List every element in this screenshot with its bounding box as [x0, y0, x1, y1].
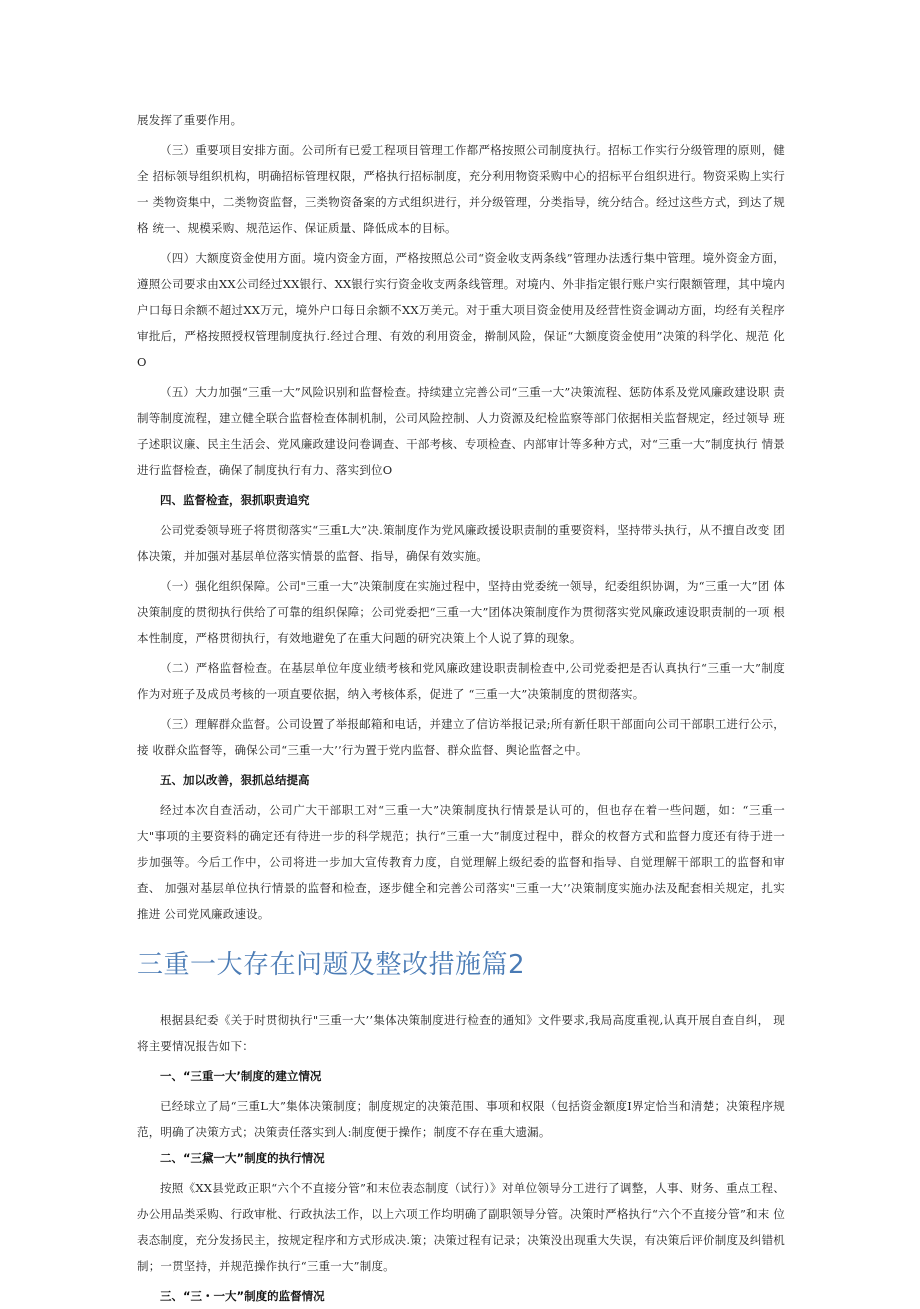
paragraph: 已经球立了局“三重L大”集体决策制度；制度规定的决策范围、事项和权限（包括资金额度I界定恰当和清楚；决策程序规 范，明确了决策方式；决策责任落实到人:制度便于操作；制度不存在重大遗漏。 [137, 1099, 785, 1139]
paragraph: 展发挥了重要作用。 [137, 113, 243, 127]
paragraph: （三）重要项目安排方面。公司所有已爱工程项目管理工作都严格按照公司制度执行。招标工作实行分级管理的原则，健全 招标领导组织机构，明确招标管理权限，严格执行招标制度，充分利用物资采购中心的招标平台组织进行。物资采购上实行一 类物资集中，二类物资监督，三类物资备案的方式组织进行，并分级管理，分类指导，统分结合。经过这些方式，到达了规格 统一、规模采购、规范运作、保证质量、降低成本的目标。 [137, 143, 785, 235]
paragraph: （一）强化组织保障。公司"三重一大”决策制度在实施过程中，坚持由党委统一领导，纪委组织协调，为“三重一大”团 体决策制度的贯彻执行供给了可靠的组织保障；公司党委把“三重一大”团体决策制度作为贯彻落实党风廉政速设职责制的一项 根本性制度，严格贯彻执行，有效地避免了在重大问题的研究决策上个人说了算的现象。 [137, 579, 785, 645]
section-heading: 五、加以改善，狠抓总结提高 [160, 773, 310, 787]
section-heading: 四、监督检查，狠抓职责追究 [160, 493, 310, 507]
article-title: 三重一大存在问题及整改措施篇2 [137, 950, 526, 980]
paragraph: （三）理解群众监督。公司设置了举报邮箱和电话，并建立了信访举报记录;所有新任职干部面向公司干部职工进行公示，接 收群众监督等，确保公司“三重一大’’行为置于党内监督、群众监督、舆论监督之中。 [137, 717, 785, 757]
section-heading: 二、“三黛一大”制度的执行情况 [160, 1151, 325, 1165]
paragraph: （二）严格监督检查。在基层单位年度业绩考核和党风廉政建设职责制检查中,公司党委把是否认真执行“三重一大”制度 作为对班子及成员考核的一项直要依据，纳入考核体系，促进了 “三重一大”决策制度的贯彻落实。 [137, 661, 785, 701]
paragraph: 按照《XX县党政正职“六个不直接分管”和末位表态制度（试行）》对单位领导分工进行了调整，人事、财务、重点工程、 办公用品类采购、行政审枇、行政执法工作，以上六项工作均明确了副职领导分管。决策时严格执行“六个不直接分管”和末 位表态制度，充分发扬民主，按规定程序和方式形成决.策；决策过程有记录；决策没出现重大失误，有决策后评价制度及纠错机 制；一贯坚持，并规范操作执行“三重一大”制度。 [137, 1181, 785, 1273]
paragraph: 公司党委领导班子将贯彻落实“三重L大”决.策制度作为党风廉政援设职责制的重要资料，坚持带头执行，从不擅自改变 团体决策，并加强对基层单位落实情景的监督、指导，确保有效实施。 [137, 523, 785, 563]
section-heading: 一、“三重一大’制度的建立情况 [160, 1069, 322, 1083]
section-heading: 三、“三・一大”制度的监督情况 [160, 1289, 325, 1303]
paragraph: （四）大额度资金使用方面。境内资金方面，严格按照总公司“资金收支两条线”管理办法透行集中管理。境外资金方面， 遵照公司要求由XX公司经过XX银行、XX银行实行资金收支两条线管理。对境内、外非指定银行账户实行限额管理，其中境内 户口每日余额不超过XX万元，境外户口每日余额不XX万美元。对于重大项目资金使用及经营性资金调动方面，均经有关程序 审批后，严格按照授权管理制度执行.经过合理、有效的利用资金，擀制风险，保证“大额度资金使用”决策的科学化、规范 化O [137, 251, 785, 369]
paragraph: （五）大力加强“三重一大”风险识别和监督检查。持续建立完善公司“三重一大”决策流程、惩防体系及党风廉政建设职 责制等制度流程，建立健全联合监督检查体制机制，公司风险控制、人力资源及纪检监察等部门依据相关监督规定，经过领导 班子述职议廉、民主生活会、党风廉政建设问卷调查、干部考核、专项检查、内部审计等多种方式，对“三重一大”制度执行 情景进行监督检查，确保了制度执行有力、落实到位O [137, 385, 785, 477]
paragraph: 经过本次自查活动，公司广大干部职工对“三重一大”决策制度执行情景是认可的，但也存在着一些问题，如：“三重一 大"事项的主要资料的确定还有待进一步的科学规范；执行“三重一大”制度过程中，群众的枚督方式和监督力度还有待于进一 步加强等。今后工作中，公司将进一步加大宣传教育力度，自觉理解上级纪委的监督和指导、自觉理解干部职工的监督和审查、 加强对基层单位执行情景的监督和检查，逐步健全和完善公司落实"三重一大’’决策制度实施办法及配套相关规定，扎实推进 公司党风廉政速设。 [137, 803, 785, 921]
paragraph: 根据县纪委《关于时贯彻执行"三重一大’’集体决策制度进行检查的通知》文件要求,我局高度重视,认真开展自查自纠， 现将主要情况报告如下： [137, 1013, 785, 1053]
document-page [137, 107, 785, 1309]
